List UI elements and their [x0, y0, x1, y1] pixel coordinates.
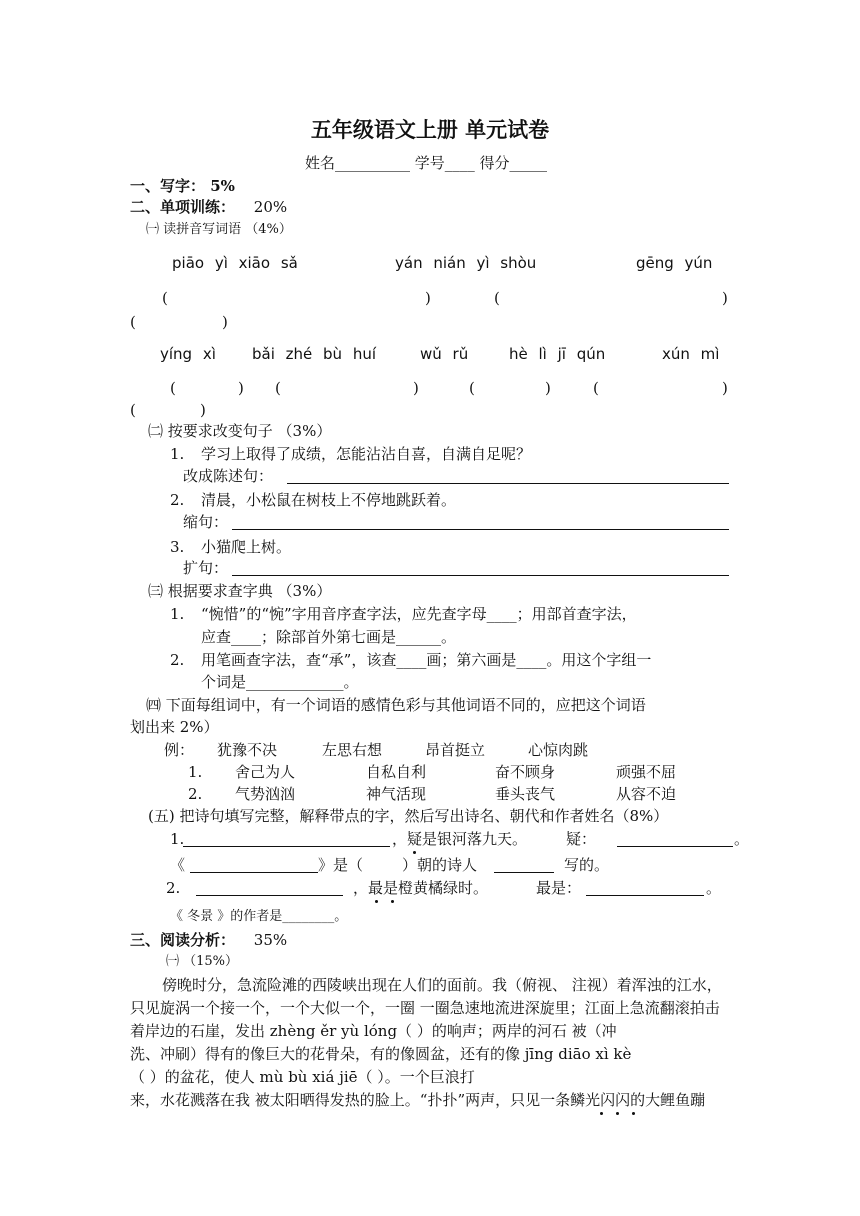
- q2-item-2-num: 2.: [170, 491, 185, 509]
- q2-item-1-num: 1.: [170, 445, 185, 463]
- q1-paren-close: ): [238, 379, 244, 397]
- reading-line: 来，水花溅落在我 被太阳晒得发热的脸上。“扑扑”两声，只见一条鳞光闪闪的大鲤鱼蹦: [130, 1091, 706, 1109]
- q2-item-3-num: 3.: [170, 538, 185, 556]
- q1-paren-open: (: [130, 401, 136, 419]
- q1-paren-open: (: [130, 313, 136, 331]
- q1-pinyin-2: yán nián yì shòu: [395, 254, 537, 272]
- emphasis-dot: [391, 900, 394, 903]
- q5-line-1-text: ，疑是银河落九天。: [392, 830, 528, 848]
- section-reading-label: 三、阅读分析：: [130, 931, 236, 949]
- q2-item-1-text: 学习上取得了成绩，怎能沾沾自喜，自满自足呢？: [201, 445, 532, 463]
- q4-example-word: 昂首挺立: [425, 741, 486, 759]
- q4-row-2-word[interactable]: 神气活现: [366, 785, 427, 803]
- q1-pinyin-6: wǔ rǔ: [420, 345, 469, 363]
- reading-line: 只见旋涡一个接一个，一个大似一个，一圈 一圈急速地流进深旋里；江面上急流翻滚拍击: [130, 999, 720, 1017]
- q3-item-2-line-2: 个词是_____________。: [201, 673, 359, 691]
- q1-paren-close: ): [413, 379, 419, 397]
- q3-item-1-line-1: “惋惜”的“惋”字用音序查字法，应先查字母____；用部首查字法，: [201, 605, 637, 623]
- q1-paren-close: ): [200, 401, 206, 419]
- q2-item-1-answer-line[interactable]: [287, 483, 729, 484]
- emphasis-dot: [632, 1112, 635, 1115]
- student-info-line: [305, 153, 547, 173]
- q1-pinyin-8: xún mì: [662, 345, 720, 363]
- student-info: 姓名__________ 学号____ 得分_____: [305, 154, 548, 172]
- q5-line-1-explain-blank[interactable]: [617, 846, 733, 847]
- section-single-training-score: 20%: [253, 198, 288, 216]
- q2-item-2-answer-line[interactable]: [232, 529, 729, 530]
- q4-row-1-word[interactable]: 舍己为人: [235, 763, 296, 781]
- q1-paren-open: (: [593, 379, 599, 397]
- q3-title: ㈢ 根据要求查字典 （3%）: [148, 582, 332, 600]
- q1-paren-open: (: [275, 379, 281, 397]
- q5-line-1-num: 1.: [170, 830, 185, 848]
- reading-line: 洗、冲刷）得有的像巨大的花骨朵，有的像圆盆，还有的像 jīng diāo xì kè: [130, 1045, 632, 1063]
- q1-pinyin-5: bǎi zhé bù huí: [252, 345, 377, 363]
- q4-row-2-word[interactable]: 从容不迫: [616, 785, 677, 803]
- q1-paren-close: ): [425, 289, 431, 307]
- section-reading-score: 35%: [253, 931, 288, 949]
- page-title: 五年级语文上册 单元试卷: [310, 118, 550, 142]
- q5-line-3-text: ，最是橙黄橘绿时。: [353, 879, 489, 897]
- q2-title: ㈡ 按要求改变句子 （3%）: [148, 422, 332, 440]
- q5-line-1-end: 。: [734, 830, 750, 848]
- q4-row-1-num: 1.: [188, 763, 203, 781]
- q5-line-2-end: 写的。: [564, 856, 610, 874]
- q5-line-1-explain: 疑：: [566, 830, 597, 848]
- q2-item-1-label: 改成陈述句：: [183, 467, 274, 485]
- q5-line-2-author-blank[interactable]: [494, 872, 554, 873]
- q5-line-3-explain-blank[interactable]: [586, 895, 704, 896]
- q1-paren-open: (: [494, 289, 500, 307]
- q1-paren-open: (: [162, 289, 168, 307]
- q5-line-1-blank[interactable]: [183, 846, 390, 847]
- q4-title-line-2: 划出来 2%）: [130, 718, 219, 736]
- q1-paren-close: ): [222, 313, 228, 331]
- q4-row-2-num: 2.: [188, 785, 203, 803]
- q3-item-2-num: 2.: [170, 651, 185, 669]
- q1-paren-close: ): [722, 289, 728, 307]
- q4-row-2-word[interactable]: 气势汹汹: [235, 785, 296, 803]
- reading-line: 着岸边的石崖，发出 zhèng ěr yù lóng（ ）的响声；两岸的河石 被（冲: [130, 1022, 617, 1040]
- reading-sub-title: ㈠ （15%）: [166, 954, 239, 969]
- q5-line-2-mid: 》是（: [318, 856, 364, 874]
- q3-item-2-line-1: 用笔画查字法，查“承”，该查____画；第六画是____。用这个字组一: [201, 651, 652, 669]
- q5-line-3-num: 2.: [166, 879, 181, 897]
- q1-paren-open: (: [469, 379, 475, 397]
- q2-item-2-text: 清晨，小松鼠在树枝上不停地跳跃着。: [201, 491, 457, 509]
- q4-example-label: 例：: [164, 741, 195, 759]
- q5-line-2-poem-blank[interactable]: [190, 872, 318, 873]
- q2-item-3-label: 扩句：: [183, 559, 229, 577]
- q3-item-1-line-2: 应查____；除部首外第七画是______。: [201, 628, 457, 646]
- section-single-training: [130, 197, 287, 217]
- q5-line-3-end: 。: [706, 879, 722, 897]
- q2-item-3-text: 小猫爬上树。: [201, 538, 292, 556]
- reading-line: （ ）的盆花，使人 mù bù xiá jiē（ ）。一个巨浪打: [130, 1068, 475, 1086]
- q4-row-2-word[interactable]: 垂头丧气: [495, 785, 556, 803]
- emphasis-dot: [600, 1112, 603, 1115]
- section-single-training-label: 二、单项训练：: [130, 198, 236, 216]
- q1-paren-open: (: [170, 379, 176, 397]
- q5-title: (五) 把诗句填写完整，解释带点的字，然后写出诗名、朝代和作者姓名（8%）: [148, 807, 669, 825]
- q4-example-word: 左思右想: [322, 741, 383, 759]
- reading-line: 傍晚时分，急流险滩的西陵峡出现在人们的面前。我（俯视、 注视）着浑浊的江水，: [162, 976, 722, 994]
- q4-row-1-word[interactable]: 自私自利: [366, 763, 427, 781]
- q1-pinyin-3: gēng yún: [636, 254, 713, 272]
- q2-item-2-label: 缩句：: [183, 513, 229, 531]
- section-reading: [130, 930, 287, 950]
- emphasis-dot: [413, 851, 416, 854]
- q4-example-word: 心惊肉跳: [528, 741, 589, 759]
- q1-paren-close: ): [545, 379, 551, 397]
- q5-line-2-open: 《: [170, 856, 186, 874]
- q1-pinyin-7: hè lì jī qún: [509, 345, 606, 363]
- q2-item-3-answer-line[interactable]: [232, 575, 729, 576]
- q4-row-1-word[interactable]: 奋不顾身: [495, 763, 556, 781]
- q5-line-3-blank[interactable]: [196, 895, 343, 896]
- q5-line-3-explain: 最是：: [536, 879, 582, 897]
- q4-example-word: 犹豫不决: [217, 741, 278, 759]
- q5-line-4: 《 冬景 》的作者是________。: [170, 909, 348, 924]
- q3-item-1-num: 1.: [170, 605, 185, 623]
- q5-line-2-dynasty: ）朝的诗人: [402, 856, 478, 874]
- q1-title: ㈠ 读拼音写词语 （4%）: [146, 222, 292, 237]
- q1-pinyin-4: yíng xì: [160, 345, 216, 363]
- emphasis-dot: [375, 900, 378, 903]
- q4-title-line-1: ㈣ 下面每组词中，有一个词语的感情色彩与其他词语不同的，应把这个词语: [146, 696, 646, 714]
- q1-paren-close: ): [722, 379, 728, 397]
- q4-row-1-word[interactable]: 顽强不屈: [616, 763, 677, 781]
- emphasis-dot: [616, 1112, 619, 1115]
- q1-pinyin-1: piāo yì xiāo sǎ: [172, 254, 298, 272]
- section-writing: 一、写字： 5%: [130, 177, 235, 195]
